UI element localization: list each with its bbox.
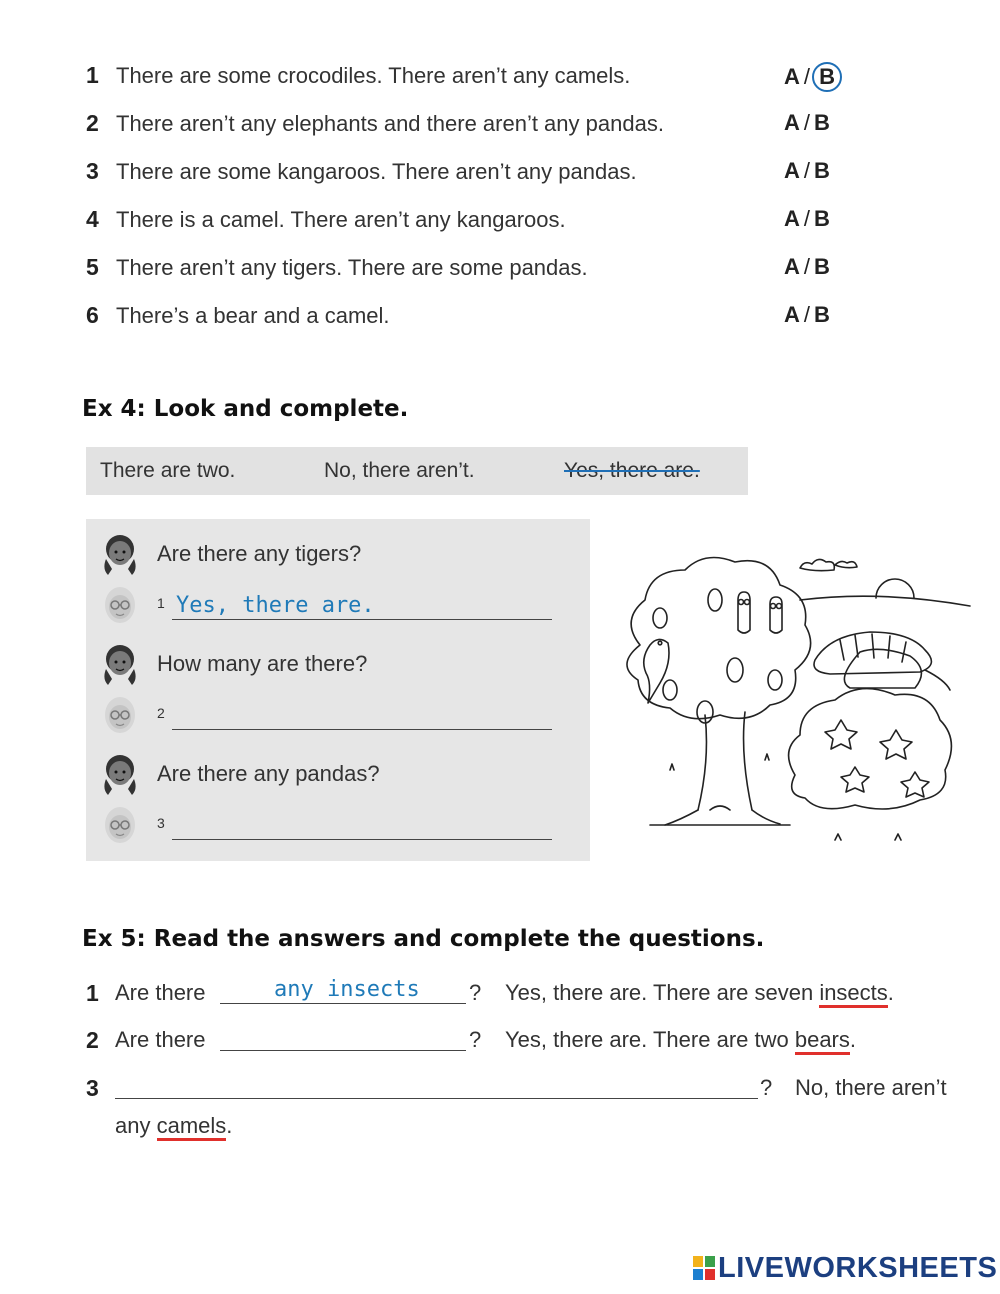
- reply-text: Yes, there are. There are two: [505, 1027, 795, 1052]
- girl-avatar-icon: [98, 749, 142, 797]
- choice-b[interactable]: B: [814, 158, 830, 183]
- girl-avatar-icon: [98, 529, 142, 577]
- reply-end: .: [887, 980, 894, 1005]
- dialogue-panel: [86, 519, 590, 861]
- choice-ab: [784, 254, 830, 280]
- choice-ab: [784, 206, 830, 232]
- question-mark: ?: [469, 1027, 482, 1052]
- answer-line[interactable]: [172, 619, 552, 620]
- answer-line[interactable]: [172, 729, 552, 730]
- ex3-item: [86, 62, 886, 102]
- tree-tigers-illustration: [610, 540, 975, 845]
- answer-blank[interactable]: [115, 1098, 758, 1099]
- choice-a[interactable]: A: [784, 64, 800, 89]
- reply-end: .: [849, 1027, 857, 1052]
- girl-avatar-icon: [98, 639, 142, 687]
- item-number: 4: [86, 206, 99, 232]
- item-sentence: There are some crocodiles. There aren’t any camels.: [116, 63, 631, 88]
- ex3-item: [86, 158, 886, 198]
- word-option[interactable]: No, there aren’t.: [324, 459, 475, 482]
- item-number: 3: [86, 1075, 99, 1101]
- choice-a[interactable]: A: [784, 254, 800, 279]
- answer-blank[interactable]: [220, 1050, 466, 1051]
- answer-text[interactable]: Yes, there are.: [176, 593, 375, 618]
- ex3-item: [86, 110, 886, 150]
- answer-number: 1: [157, 595, 165, 611]
- choice-b-selected[interactable]: B: [812, 62, 842, 92]
- boy-avatar-icon: [98, 801, 142, 849]
- choice-a[interactable]: A: [784, 302, 800, 327]
- answer-blank[interactable]: [220, 1003, 466, 1004]
- reply-keyword: insects: [819, 981, 887, 1008]
- boy-avatar-icon: [98, 581, 142, 629]
- choice-b[interactable]: B: [814, 206, 830, 231]
- reply-text: No, there aren’t: [795, 1075, 947, 1100]
- item-sentence: There aren’t any elephants and there aren’t any pandas.: [116, 111, 664, 136]
- choice-ab: [784, 62, 842, 92]
- ex5-heading: Ex 5: Read the answers and complete the questions.: [82, 926, 765, 952]
- reply-sentence: [505, 980, 894, 1008]
- item-sentence: There’s a bear and a camel.: [116, 303, 390, 328]
- ex3-item: [86, 254, 886, 294]
- choice-a[interactable]: A: [784, 158, 800, 183]
- word-option[interactable]: There are two.: [100, 459, 236, 482]
- ex4-heading: Ex 4: Look and complete.: [82, 396, 409, 422]
- choice-separator: /: [803, 254, 811, 279]
- reply-keyword: bears: [795, 1028, 850, 1055]
- answer-text[interactable]: any insects: [274, 977, 420, 1002]
- question-mark: ?: [760, 1075, 773, 1100]
- item-number: 2: [86, 110, 99, 136]
- answer-line[interactable]: [172, 839, 552, 840]
- reply-text: any: [115, 1113, 157, 1138]
- dialogue-question: Are there any tigers?: [157, 541, 362, 566]
- ex3-item: [86, 206, 886, 246]
- liveworksheets-logo-icon: [693, 1256, 715, 1280]
- reply-sentence-line2: [115, 1113, 232, 1141]
- item-number: 2: [86, 1027, 99, 1053]
- choice-a[interactable]: A: [784, 110, 800, 135]
- choice-b[interactable]: B: [814, 254, 830, 279]
- choice-b[interactable]: B: [814, 110, 830, 135]
- item-number: 1: [86, 62, 99, 88]
- word-box: [86, 447, 748, 495]
- choice-b[interactable]: B: [814, 302, 830, 327]
- liveworksheets-logo[interactable]: [693, 1252, 997, 1285]
- reply-sentence: [505, 1027, 856, 1055]
- word-option-used[interactable]: Yes, there are.: [564, 459, 700, 482]
- choice-a[interactable]: A: [784, 206, 800, 231]
- ex3-item: [86, 302, 886, 342]
- brand-name: LIVEWORKSHEETS: [718, 1252, 998, 1284]
- item-sentence: There are some kangaroos. There aren’t any pandas.: [116, 159, 637, 184]
- reply-keyword: camels: [157, 1114, 227, 1141]
- answer-number: 2: [157, 705, 165, 721]
- item-sentence: There is a camel. There aren’t any kangaroos.: [116, 207, 566, 232]
- item-sentence: There aren’t any tigers. There are some pandas.: [116, 255, 588, 280]
- choice-separator: /: [803, 206, 811, 231]
- reply-text: Yes, there are. There are seven: [505, 980, 820, 1005]
- choice-separator: /: [803, 64, 811, 89]
- item-number: 5: [86, 254, 99, 280]
- choice-separator: /: [803, 158, 811, 183]
- question-mark: ?: [469, 980, 482, 1005]
- answer-number: 3: [157, 815, 165, 831]
- choice-ab: [784, 110, 830, 136]
- reply-end: .: [226, 1113, 233, 1138]
- choice-separator: /: [803, 302, 811, 327]
- question-prefix: Are there: [115, 1027, 206, 1052]
- dialogue-question: How many are there?: [157, 651, 368, 676]
- item-number: 1: [86, 980, 99, 1006]
- boy-avatar-icon: [98, 691, 142, 739]
- dialogue-question: Are there any pandas?: [157, 761, 380, 786]
- choice-ab: [784, 302, 830, 328]
- choice-separator: /: [803, 110, 811, 135]
- question-prefix: Are there: [115, 980, 206, 1005]
- item-number: 6: [86, 302, 99, 328]
- item-number: 3: [86, 158, 99, 184]
- choice-ab: [784, 158, 830, 184]
